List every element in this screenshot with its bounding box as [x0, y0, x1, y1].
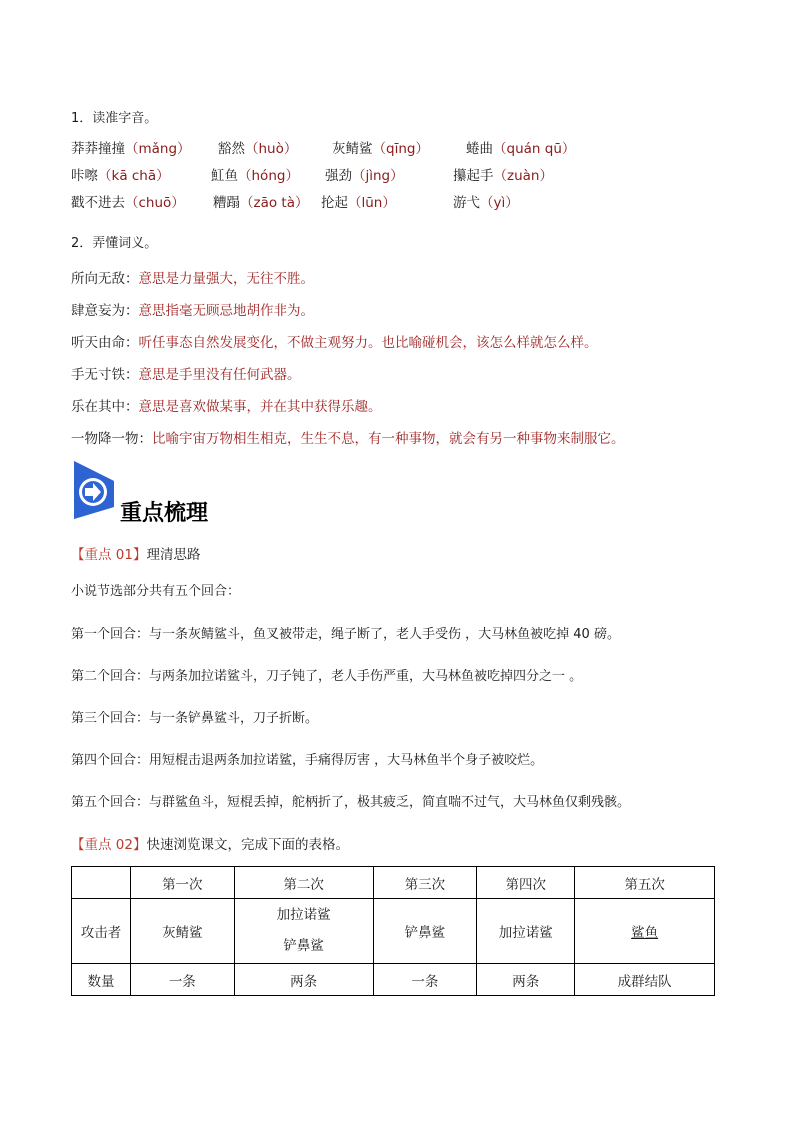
definition-item [71, 430, 625, 448]
word: 豁然 [218, 141, 245, 157]
pinyin: （jìng） [352, 168, 404, 184]
pinyin: （yì） [480, 195, 519, 211]
key-point-1 [71, 546, 200, 564]
word-item [332, 140, 429, 158]
summary-table [71, 866, 715, 996]
definition-term: 乐在其中： [71, 399, 139, 415]
section1-title: 1．读准字音。 [71, 111, 158, 126]
word-item [453, 167, 553, 185]
row-label-cell: 攻击者 [72, 899, 131, 964]
word-item [71, 194, 185, 212]
rounds-intro: 小说节选部分共有五个回合： [71, 584, 241, 599]
word-item [211, 167, 299, 185]
word: 游弋 [453, 195, 480, 211]
definition-item [71, 398, 382, 416]
cell-text: 鲨鱼 [631, 925, 659, 941]
definition-term: 所向无敌： [71, 271, 139, 287]
table-cell [575, 899, 715, 964]
pinyin: （zāo tà） [240, 195, 309, 211]
key-point-text: 理清思路 [146, 547, 201, 563]
word-item [466, 140, 575, 158]
pinyin: （qīng） [372, 141, 429, 157]
table-header-cell: 第四次 [477, 867, 575, 899]
word: 戳不进去 [71, 195, 125, 211]
word: 咔嚓 [71, 168, 98, 184]
pinyin: （huò） [245, 141, 298, 157]
table-row [72, 867, 715, 899]
definition-meaning: 听任事态自然发展变化，不做主观努力。也比喻碰机会，该怎么样就怎么样。 [138, 335, 598, 351]
word-item [71, 140, 191, 158]
round-item: 第三个回合：与一条铲鼻鲨斗，刀子折断。 [71, 711, 319, 726]
key-point-label: 【重点 01】 [71, 547, 147, 563]
cell-line: 铲鼻鲨 [283, 938, 324, 954]
table-cell: 成群结队 [575, 964, 715, 996]
definition-item [71, 334, 598, 352]
definition-term: 一物降一物： [71, 431, 152, 447]
pinyin: （lūn） [348, 195, 396, 211]
word-item [218, 140, 297, 158]
table-row [72, 964, 715, 996]
table-row [72, 899, 715, 964]
table-cell: 加拉诺鲨 [477, 899, 575, 964]
word: 魟鱼 [211, 168, 238, 184]
definition-item [71, 270, 314, 288]
key-point-text: 快速浏览课文，完成下面的表格。 [146, 837, 349, 853]
table-header-cell: 第二次 [234, 867, 373, 899]
word-item [321, 194, 396, 212]
pinyin: （mǎng） [125, 141, 191, 157]
cell-line: 加拉诺鲨 [276, 907, 331, 923]
word: 攥起手 [453, 168, 494, 184]
word-item [325, 167, 404, 185]
round-item: 第二个回合：与两条加拉诺鲨斗，刀子钝了，老人手伤严重，大马林鱼被吃掉四分之一 。 [71, 669, 583, 684]
arrow-right-icon [70, 459, 118, 521]
definition-item [71, 302, 314, 320]
definition-meaning: 意思指毫无顾忌地胡作非为。 [138, 303, 314, 319]
section-heading: 重点梳理 [120, 500, 209, 526]
definition-term: 听天由命： [71, 335, 139, 351]
pinyin: （hóng） [238, 168, 299, 184]
table-cell [234, 899, 373, 964]
table-header-cell: 第一次 [130, 867, 234, 899]
table-header-cell: 第三次 [373, 867, 477, 899]
key-point-2 [71, 836, 349, 854]
word-item [71, 167, 170, 185]
table-cell: 铲鼻鲨 [373, 899, 477, 964]
table-cell: 一条 [130, 964, 234, 996]
definition-meaning: 意思是喜欢做某事，并在其中获得乐趣。 [138, 399, 382, 415]
pinyin: （quán qū） [493, 141, 576, 157]
word-item [213, 194, 308, 212]
round-item: 第五个回合：与群鲨鱼斗，短棍丢掉，舵柄折了，极其疲乏，简直喘不过气，大马林鱼仅剩残骸。 [71, 795, 631, 810]
word: 糟蹋 [213, 195, 240, 211]
pinyin: （chuō） [125, 195, 185, 211]
word-item [453, 194, 519, 212]
table-cell: 两条 [234, 964, 373, 996]
definition-item [71, 366, 301, 384]
table-header-cell: 第五次 [575, 867, 715, 899]
definition-term: 肆意妄为： [71, 303, 139, 319]
row-label-cell: 数量 [72, 964, 131, 996]
word: 莽莽撞撞 [71, 141, 125, 157]
pinyin: （kā chā） [98, 168, 170, 184]
word: 强劲 [325, 168, 352, 184]
round-item: 第一个回合：与一条灰鲭鲨斗，鱼叉被带走，绳子断了，老人手受伤 ，大马林鱼被吃掉 40 磅。 [71, 627, 620, 642]
definition-meaning: 意思是力量强大，无往不胜。 [138, 271, 314, 287]
table-header-cell [72, 867, 131, 899]
definition-meaning: 比喻宇宙万物相生相克，生生不息，有一种事物，就会有另一种事物来制服它。 [152, 431, 625, 447]
definition-term: 手无寸铁： [71, 367, 139, 383]
round-item: 第四个回合：用短棍击退两条加拉诺鲨，手痛得厉害 ，大马林鱼半个身子被咬烂。 [71, 753, 544, 768]
word: 蜷曲 [466, 141, 493, 157]
table-cell: 灰鲭鲨 [130, 899, 234, 964]
table-cell: 两条 [477, 964, 575, 996]
word: 灰鲭鲨 [332, 141, 373, 157]
definition-meaning: 意思是手里没有任何武器。 [138, 367, 301, 383]
word: 抡起 [321, 195, 348, 211]
pinyin: （zuàn） [493, 168, 553, 184]
section2-title: 2．弄懂词义。 [71, 236, 158, 251]
table-cell: 一条 [373, 964, 477, 996]
key-point-label: 【重点 02】 [71, 837, 147, 853]
